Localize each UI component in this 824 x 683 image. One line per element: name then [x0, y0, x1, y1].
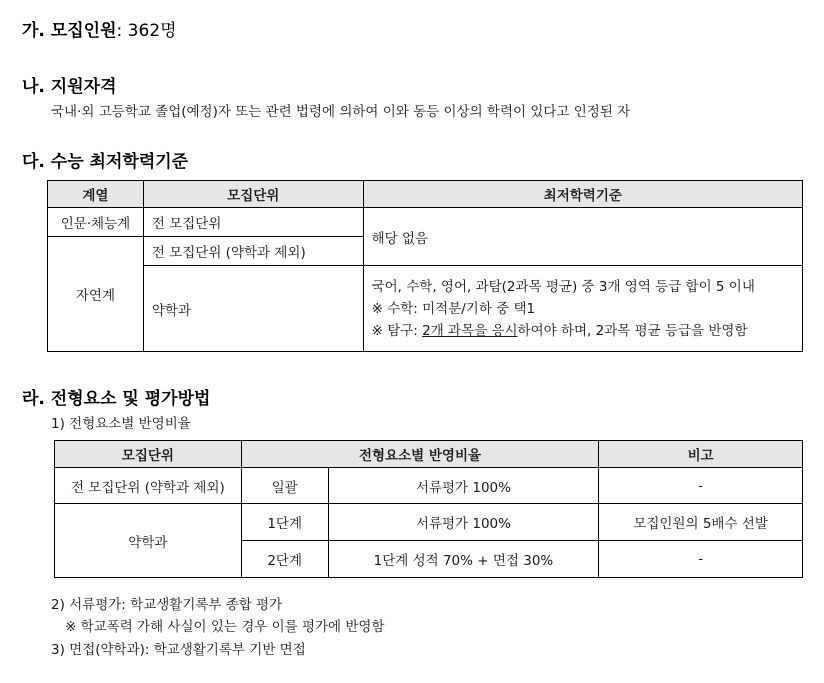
unit-all-except-pharmacy: 전 모집단위 (약학과 제외): [143, 237, 363, 266]
note-stage-1: 모집인원의 5배수 선발: [599, 504, 803, 541]
criterion-line-3-prefix: ※ 탐구:: [371, 322, 423, 339]
header-criterion: 최저학력기준: [363, 181, 802, 208]
table-header-row: [55, 441, 803, 468]
track-humanities: 인문·체능계: [48, 208, 144, 237]
table-row: [55, 504, 803, 541]
criterion-pharmacy: [363, 266, 802, 352]
section-b-heading: 나. 지원자격: [22, 77, 117, 97]
criterion-line-1: 국어, 수학, 영어, 과탐(2과목 평균) 중 3개 영역 등급 합이 5 이내: [371, 278, 755, 295]
table-row: [55, 468, 803, 504]
criterion-line-3-underlined: 2개 과목을 응시: [422, 322, 518, 339]
school-violence-note: ※ 학교폭력 가해 사실이 있는 경우 이를 평가에 반영함: [65, 619, 385, 635]
stage-2: 2단계: [241, 541, 328, 578]
table-row: [48, 266, 803, 352]
criterion-line-3: [372, 320, 794, 342]
header-track: 계열: [48, 181, 144, 208]
unit-pharmacy: 약학과: [143, 266, 363, 352]
header-note: 비고: [599, 441, 803, 468]
unit-all: 전 모집단위: [143, 208, 363, 237]
table-header-row: [48, 181, 803, 208]
header-unit: 모집단위: [55, 441, 242, 468]
stage-single: 일괄: [241, 468, 328, 504]
criterion-none: 해당 없음: [363, 208, 802, 266]
criterion-line-3-suffix: 하여야 하며, 2과목 평균 등급을 반영함: [517, 322, 748, 339]
note-single: -: [599, 468, 803, 504]
unit-all-except-pharmacy: 전 모집단위 (약학과 제외): [55, 468, 242, 504]
subheading-ratio: 1) 전형요소별 반영비율: [51, 416, 191, 432]
document-review-note: 2) 서류평가: 학교생활기록부 종합 평가: [51, 597, 283, 613]
evaluation-ratio-table: [54, 440, 803, 578]
section-a-value: : 362명: [116, 21, 177, 41]
unit-pharmacy: 약학과: [55, 504, 242, 578]
ratio-stage-1: 서류평가 100%: [328, 504, 599, 541]
section-a-heading: [22, 16, 177, 41]
table-row: [48, 208, 803, 237]
section-c-heading: 다. 수능 최저학력기준: [22, 152, 189, 172]
ratio-stage-2: 1단계 성적 70% + 면접 30%: [328, 541, 599, 578]
eligibility-text: 국내·외 고등학교 졸업(예정)자 또는 관련 법령에 의하여 이와 동등 이상의 학력이 있다고 인정된 자: [51, 104, 631, 120]
interview-note: 3) 면접(약학과): 학교생활기록부 기반 면접: [51, 642, 306, 658]
csat-minimum-table: [47, 180, 803, 352]
header-unit: 모집단위: [143, 181, 363, 208]
stage-1: 1단계: [241, 504, 328, 541]
section-d-heading: 라. 전형요소 및 평가방법: [22, 389, 211, 409]
criterion-line-2: ※ 수학: 미적분/기하 중 택1: [371, 300, 536, 317]
ratio-single: 서류평가 100%: [328, 468, 599, 504]
note-stage-2: -: [599, 541, 803, 578]
track-natural: 자연계: [48, 237, 144, 352]
header-ratio: 전형요소별 반영비율: [241, 441, 599, 468]
section-a-title: 가. 모집인원: [22, 21, 117, 41]
